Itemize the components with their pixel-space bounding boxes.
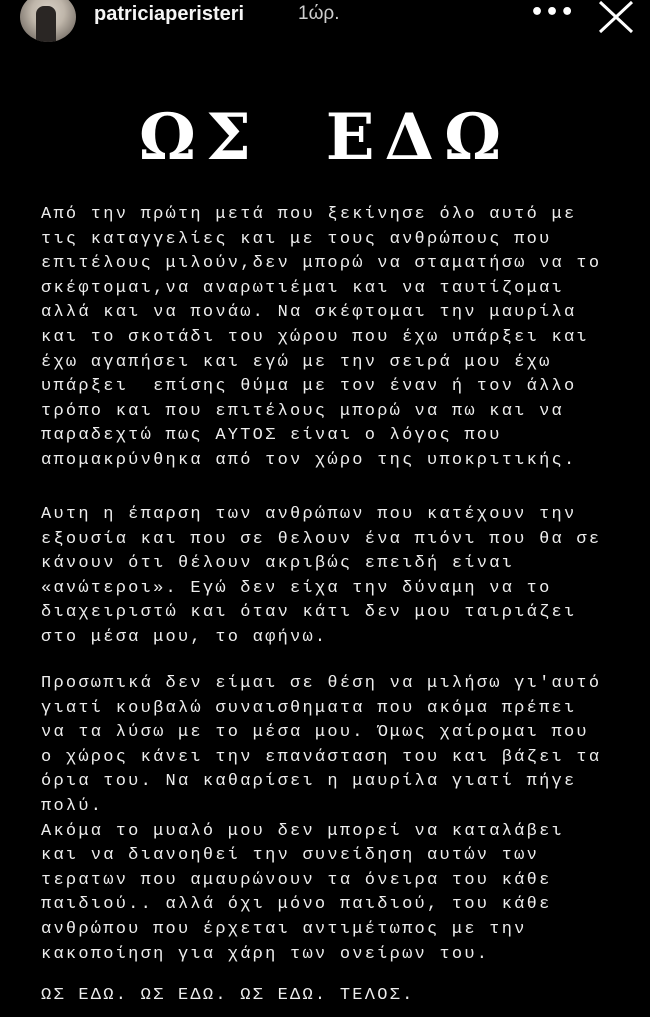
story-text-line: εξουσία και που σε θελουν ένα πιόνι που θα σε: [41, 529, 602, 549]
story-text-line: Ακόμα το μυαλό μου δεν μπορεί να καταλάβει: [41, 821, 564, 841]
story-text-line: πολύ.: [41, 797, 104, 816]
story-text-line: τις καταγγελίες και με τους ανθρώπους που: [41, 229, 552, 249]
story-text-line: απομακρύνθηκα από τον χώρο της υποκριτικής.: [41, 451, 577, 470]
story-text-line: υπάρξει επίσης θύμα με τον έναν ή τον άλλο: [41, 377, 577, 397]
story-text-line: αλλά και να πονάω. Να σκέφτομαι την μαυρίλα: [41, 303, 577, 323]
close-icon[interactable]: [596, 0, 636, 34]
story-text-line: ο χώρος κάνει την επανάσταση του και βάζει τα: [41, 747, 602, 767]
story-text-line: Προσωπικά δεν είμαι σε θέση να μιλήσω γι'αυτό: [41, 674, 602, 693]
story-text-line: παραδεχτώ πως ΑΥΤΟΣ είναι ο λόγος που: [41, 426, 502, 446]
story-text-line: κακοποίηση για χάρη των ονείρων του.: [41, 944, 490, 964]
story-text-line: τερατων που αμαυρώνουν τα όνειρα του κάθε: [41, 870, 552, 890]
story-title: ΩΣ ΕΔΩ: [138, 100, 512, 175]
story-text-line: «ανώτεροι». Εγώ δεν είχα την δύναμη να το: [41, 578, 552, 598]
story-text-line: και το σκοτάδι του χώρου που έχω υπάρξει και: [41, 328, 589, 347]
story-header: [0, 0, 650, 50]
post-time: 1ώρ.: [298, 3, 340, 24]
story-text-line: στο μέσα μου, το αφήνω.: [41, 628, 328, 647]
story-text-line: γιατί κουβαλώ συναισθηματα που ακόμα πρέπει: [41, 698, 577, 718]
story-text-line: να τα λύσω με το μέσα μου. Όμως χαίρομαι που: [41, 723, 589, 743]
story-text-line: όρια του. Να καθαρίσει η μαυρίλα γιατί πήγε: [41, 772, 577, 792]
story-text-line: επιτέλους μιλούν,δεν μπορώ να σταματήσω να το: [41, 254, 602, 274]
story-text-line: ανθρώπου που έρχεται αντιμέτωπος με την: [41, 920, 527, 939]
ellipsis-icon[interactable]: •••: [530, 0, 576, 25]
story-text-line: ΩΣ ΕΔΩ. ΩΣ ΕΔΩ. ΩΣ ΕΔΩ. ΤΕΛΟΣ.: [41, 986, 415, 1005]
story-text-line: τρόπο και που επιτέλους μπορώ να πω και να: [41, 401, 564, 421]
story-text-line: έχω αγαπήσει και εγώ με την σειρά μου έχω: [41, 352, 552, 372]
story-text-line: και να διανοηθεί την συνείδηση αυτών των: [41, 846, 540, 866]
avatar[interactable]: [20, 0, 76, 42]
story-text-line: Από την πρώτη μετά που ξεκίνησε όλο αυτό με: [41, 205, 577, 224]
story-text-line: κάνουν ότι θέλουν ακριβώς επειδή είναι: [41, 554, 515, 574]
story-text-line: παιδιού.. αλλά όχι μόνο παιδιού, του κάθε: [41, 895, 552, 915]
story-text-line: σκέφτομαι,να αναρωτιέμαι και να ταυτίζομαι: [41, 278, 564, 298]
story-text-line: Αυτη η έπαρση των ανθρώπων που κατέχουν την: [41, 505, 577, 524]
story-text-line: διαχειριστώ και όταν κάτι δεν μου ταιριάζει: [41, 603, 577, 623]
username[interactable]: patriciaperisteri: [94, 3, 245, 25]
